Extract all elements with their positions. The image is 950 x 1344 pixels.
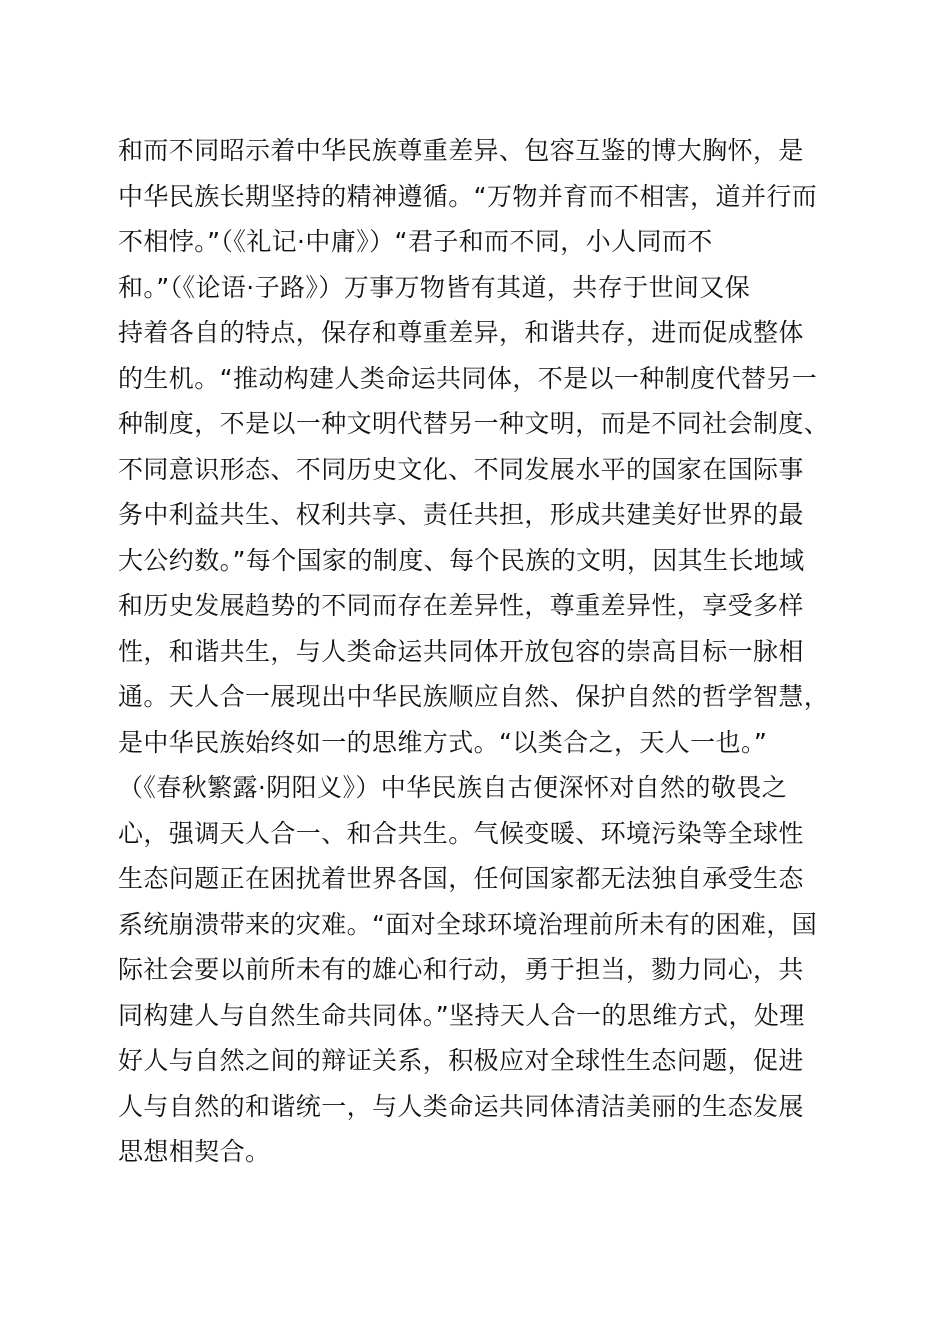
text-line: 好人与自然之间的辩证关系，积极应对全球性生态问题，促进 (118, 1046, 804, 1075)
text-line: 不相悖。”（《礼记·中庸》）“君子和而不同，小人同而不 (118, 227, 713, 256)
text-line: 思想相契合。 (118, 1137, 271, 1166)
body-paragraph (118, 128, 830, 1175)
text-line: 的生机。“推动构建人类命运共同体，不是以一种制度代替另一 (118, 363, 818, 393)
text-line: 系统崩溃带来的灾难。“面对全球环境治理前所未有的困难，国 (118, 909, 818, 939)
text-line: （《春秋繁露·阴阳义》）中华民族自古便深怀对自然的敬畏之 (118, 773, 788, 802)
text-line: 务中利益共生、权利共享、责任共担，形成共建美好世界的最 (118, 500, 804, 529)
text-line: 同构建人与自然生命共同体。”坚持天人合一的思维方式，处理 (118, 1000, 805, 1030)
text-line: 生态问题正在困扰着世界各国，任何国家都无法独自承受生态 (118, 864, 804, 893)
text-line: 性，和谐共生，与人类命运共同体开放包容的崇高目标一脉相 (118, 636, 804, 666)
text-line: 持着各自的特点，保存和尊重差异，和谐共存，进而促成整体 (118, 318, 804, 347)
text-line: 和。”（《论语·子路》）万事万物皆有其道，共存于世间又保 (118, 272, 751, 302)
text-line: 通。天人合一展现出中华民族顺应自然、保护自然的哲学智慧， (118, 682, 830, 711)
text-line: 心，强调天人合一、和合共生。气候变暖、环境污染等全球性 (118, 818, 804, 848)
text-line: 和而不同昭示着中华民族尊重差异、包容互鉴的博大胸怀，是 (118, 136, 804, 165)
text-line: 不同意识形态、不同历史文化、不同发展水平的国家在国际事 (118, 454, 804, 484)
text-line: 大公约数。”每个国家的制度、每个民族的文明，因其生长地域 (118, 545, 805, 575)
text-line: 是中华民族始终如一的思维方式。“以类合之，天人一也。” (118, 727, 768, 757)
text-line: 中华民族长期坚持的精神遵循。“万物并育而不相害，道并行而 (118, 181, 818, 211)
text-line: 际社会要以前所未有的雄心和行动，勇于担当，勠力同心，共 (118, 955, 804, 984)
text-line: 和历史发展趋势的不同而存在差异性，尊重差异性，享受多样 (118, 591, 804, 620)
text-line: 人与自然的和谐统一，与人类命运共同体清洁美丽的生态发展 (118, 1091, 804, 1121)
text-line: 种制度，不是以一种文明代替另一种文明，而是不同社会制度、 (118, 409, 830, 438)
